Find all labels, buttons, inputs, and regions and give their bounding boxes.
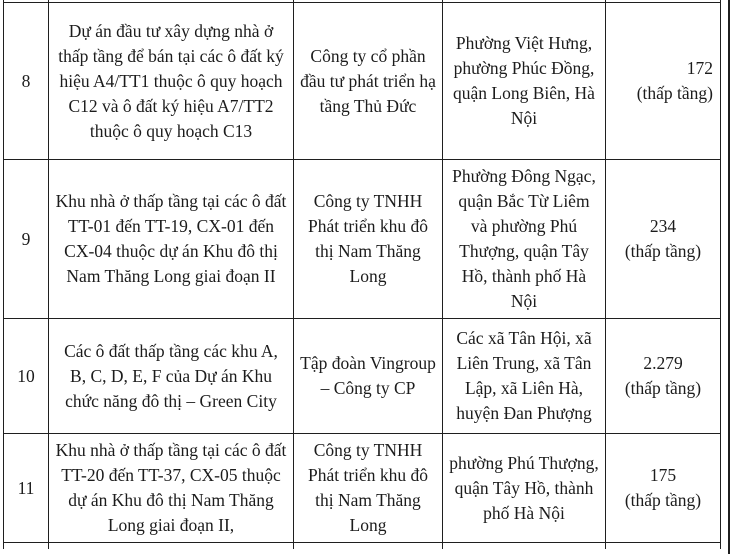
projects-table	[3, 0, 721, 549]
quantity-cell	[606, 319, 721, 434]
table-row	[4, 160, 721, 319]
investor-cell: Công ty TNHH Phát triển khu đô thị Nam Thăng Long	[294, 434, 443, 543]
location-cell: phường Phú Thượng, quận Tây Hồ, thành phố Hà Nội	[443, 434, 606, 543]
row-number-cell: 11	[4, 434, 49, 543]
page-right-rule	[728, 0, 730, 554]
quantity-unit-note: (thấp tầng)	[624, 490, 702, 510]
row-number-cell: 8	[4, 3, 49, 160]
location-cell: Các xã Tân Hội, xã Liên Trung, xã Tân Lập, xã Liên Hà, huyện Đan Phượng	[443, 319, 606, 434]
investor-cell: Tập đoàn Vingroup – Công ty CP	[294, 319, 443, 434]
project-name-cell: Dự án đầu tư xây dựng nhà ở thấp tầng để bán tại các ô đất ký hiệu A4/TT1 thuộc ô quy hoạch C12 và ô đất ký hiệu A7/TT2 thuộc ô quy hoạch C13	[49, 3, 294, 160]
location-cell: Phường Đông Ngạc, quận Bắc Từ Liêm và phường Phú Thượng, quận Tây Hồ, thành phố Hà Nội	[443, 160, 606, 319]
clipped-cell	[443, 543, 606, 550]
quantity-unit-note: (thấp tầng)	[636, 83, 713, 103]
quantity-unit-note: (thấp tầng)	[624, 378, 702, 398]
table-row-clipped-bottom	[4, 543, 721, 550]
quantity-cell	[606, 434, 721, 543]
project-name-cell: Các ô đất thấp tầng các khu A, B, C, D, E, F của Dự án Khu chức năng đô thị – Green City	[49, 319, 294, 434]
clipped-cell	[49, 543, 294, 550]
quantity-cell	[606, 3, 721, 160]
quantity-value: 175	[649, 465, 677, 485]
table-row	[4, 319, 721, 434]
quantity-value: 2.279	[643, 353, 683, 373]
clipped-cell	[606, 543, 721, 550]
clipped-cell	[4, 543, 49, 550]
quantity-cell	[606, 160, 721, 319]
location-cell: Phường Việt Hưng, phường Phúc Đồng, quận Long Biên, Hà Nội	[443, 3, 606, 160]
project-name-cell: Khu nhà ở thấp tầng tại các ô đất TT-01 đến TT-19, CX-01 đến CX-04 thuộc dự án Khu đô thị Nam Thăng Long giai đoạn II	[49, 160, 294, 319]
clipped-cell	[294, 543, 443, 550]
row-number-cell: 9	[4, 160, 49, 319]
quantity-unit-note: (thấp tầng)	[624, 241, 702, 261]
investor-cell: Công ty TNHH Phát triển khu đô thị Nam Thăng Long	[294, 160, 443, 319]
quantity-value: 234	[649, 216, 677, 236]
table-row	[4, 3, 721, 160]
table-row	[4, 434, 721, 543]
row-number-cell: 10	[4, 319, 49, 434]
quantity-value: 172	[686, 58, 713, 78]
project-name-cell: Khu nhà ở thấp tầng tại các ô đất TT-20 đến TT-37, CX-05 thuộc dự án Khu đô thị Nam Thăng Long giai đoạn II,	[49, 434, 294, 543]
investor-cell: Công ty cổ phần đầu tư phát triển hạ tầng Thủ Đức	[294, 3, 443, 160]
